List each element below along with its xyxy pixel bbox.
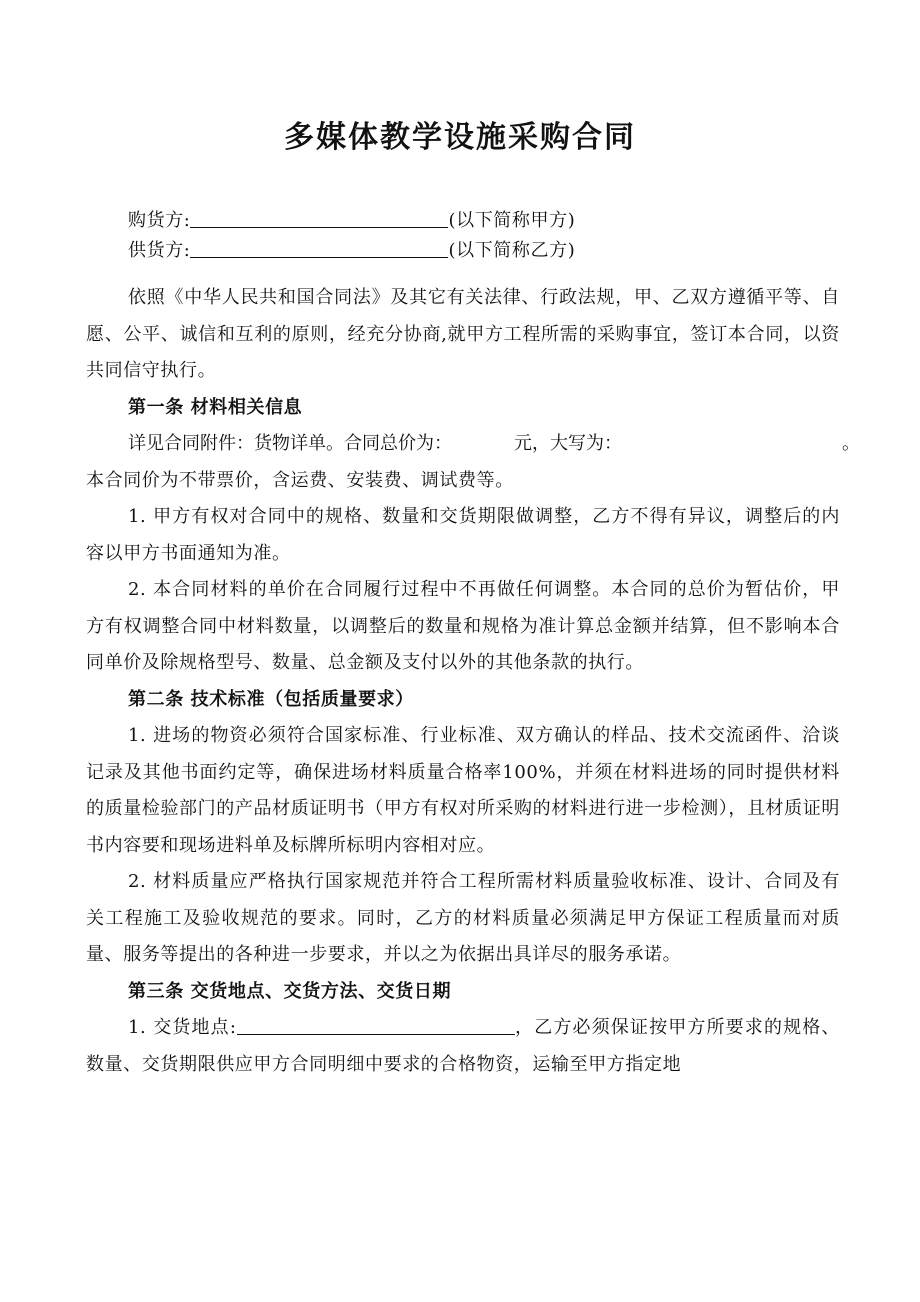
article3-item1 [86, 1010, 840, 1083]
delivery-blank [237, 1014, 515, 1035]
delivery-label: 1. 交货地点: [128, 1017, 237, 1038]
buyer-line [86, 206, 840, 236]
buyer-suffix: (以下简称甲方) [448, 210, 576, 231]
seller-line [86, 236, 840, 266]
seller-suffix: (以下简称乙方) [448, 240, 576, 261]
spacer [86, 266, 840, 280]
document-body [86, 206, 860, 1083]
delivery-rest: ，乙方必须保证按甲方所要求的规格、数量、交货期限供应甲方合同明细中要求的合格物资，运输至甲方指定地 [86, 1017, 840, 1075]
article1-item2: 2. 本合同材料的单价在合同履行过程中不再做任何调整。本合同的总价为暂估价，甲方有权调整合同中材料数量，以调整后的数量和规格为准计算总金额并结算，但不影响本合同单价及除规格型号、数量、总金额及支付以外的其他条款的执行。 [86, 579, 840, 673]
price-end: 。 [842, 433, 860, 454]
buyer-label: 购货方: [128, 210, 191, 231]
price-part2: 元，大写为： [514, 433, 622, 454]
article2-item2: 2. 材料质量应严格执行国家规范并符合工程所需材料质量验收标准、设计、合同及有关工程施工及验收规范的要求。同时，乙方的材料质量必须满足甲方保证工程质量而对质量、服务等提出的各种进一步要求，并以之为依据出具详尽的服务承诺。 [86, 871, 840, 965]
article1-item1: 1. 甲方有权对合同中的规格、数量和交货期限做调整，乙方不得有异议，调整后的内容以甲方书面通知为准。 [86, 506, 840, 564]
price-line [86, 426, 860, 463]
price-note: 本合同价为不带票价，含运费、安装费、调试费等。 [86, 469, 514, 491]
seller-label: 供货方: [128, 240, 191, 261]
intro-paragraph: 依照《中华人民共和国合同法》及其它有关法律、行政法规，甲、乙双方遵循平等、自愿、公平、诚信和互利的原则，经充分协商,就甲方工程所需的采购事宜，签订本合同，以资共同信守执行。 [86, 287, 840, 381]
buyer-blank [190, 207, 448, 228]
article3-heading: 第三条 交货地点、交货方法、交货日期 [128, 980, 452, 1002]
article2-heading: 第二条 技术标准（包括质量要求） [128, 688, 414, 710]
article1-heading: 第一条 材料相关信息 [128, 396, 303, 418]
price-part1: 详见合同附件：货物详单。合同总价为： [128, 433, 452, 454]
article2-item1: 1. 进场的物资必须符合国家标准、行业标准、双方确认的样品、技术交流函件、洽谈记录及其他书面约定等，确保进场材料质量合格率100%，并须在材料进场的同时提供材料的质量检验部门的产品材质证明书（甲方有权对所采购的材料进行进一步检测），且材质证明书内容要和现场进料单及标牌所标明内容相对应。 [86, 725, 840, 856]
seller-blank [190, 237, 448, 258]
document-title: 多媒体教学设施采购合同 [284, 120, 636, 155]
